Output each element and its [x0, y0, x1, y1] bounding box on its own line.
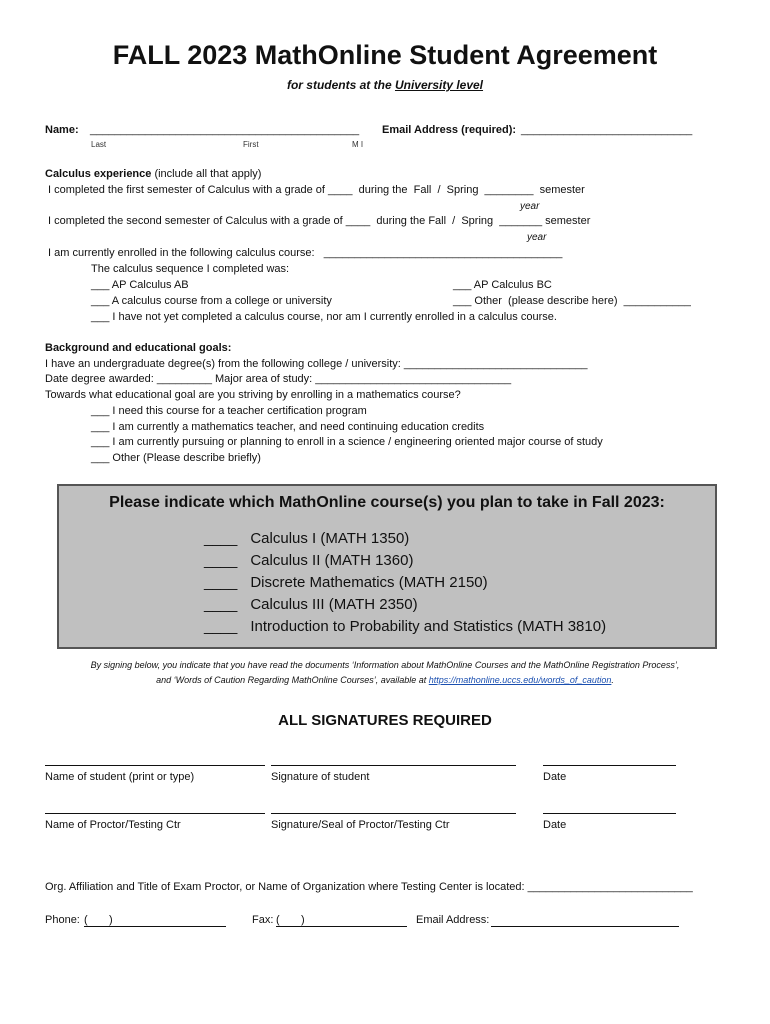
proctor-name-line[interactable] — [45, 813, 265, 814]
course-option[interactable] — [204, 618, 606, 635]
goal-question: Towards what educational goal are you striving by enrolling in a mathematics course? — [45, 389, 461, 401]
date-line-2[interactable] — [543, 813, 676, 814]
background-heading: Background and educational goals: — [45, 342, 232, 354]
year-label-2: year — [527, 232, 547, 243]
goal-option-teacher-cert[interactable]: ___ I need this course for a teacher certification program — [91, 405, 367, 417]
course-box-title: Please indicate which MathOnline course(s) you plan to take in Fall 2023: — [109, 494, 665, 511]
proctor-name-label: Name of Proctor/Testing Ctr — [45, 819, 181, 831]
course-blank[interactable]: ____ — [204, 618, 238, 635]
course-blank[interactable]: ____ — [204, 552, 238, 569]
fax-area-code[interactable]: ( ) — [276, 914, 305, 926]
words-of-caution-link[interactable]: https://mathonline.uccs.edu/words_of_caution — [428, 675, 612, 685]
option-college-course[interactable]: ___ A calculus course from a college or university — [91, 295, 332, 307]
phone-label: Phone: — [45, 914, 83, 926]
course-label: Calculus I (MATH 1350) — [250, 530, 410, 547]
date-label-2: Date — [543, 819, 567, 831]
course-option[interactable] — [204, 596, 418, 613]
student-signature-label: Signature of student — [271, 771, 370, 783]
course-option[interactable] — [204, 552, 413, 569]
course-label: Discrete Mathematics (MATH 2150) — [250, 574, 488, 591]
course-option[interactable] — [204, 530, 409, 547]
email-field[interactable]: ____________________________ — [521, 124, 693, 136]
signatures-heading: ALL SIGNATURES REQUIRED — [278, 712, 492, 729]
calculus-heading — [45, 168, 261, 180]
subtitle-text: for students at the — [286, 78, 395, 92]
proctor-signature-label: Signature/Seal of Proctor/Testing Ctr — [271, 819, 450, 831]
option-none[interactable]: ___ I have not yet completed a calculus course, nor am I currently enrolled in a calculus course. — [91, 311, 557, 323]
student-signature-line[interactable] — [271, 765, 516, 766]
phone-area-code[interactable]: ( ) — [84, 914, 113, 926]
notice-text: and ‘Words of Caution Regarding MathOnline Courses’, available at — [156, 675, 429, 685]
phone-line[interactable] — [84, 926, 226, 927]
first-sublabel: First — [243, 140, 259, 149]
sequence-label: The calculus sequence I completed was: — [91, 263, 290, 275]
degree-line[interactable]: I have an undergraduate degree(s) from the following college / university: ______________________________ — [45, 358, 588, 370]
mi-sublabel: M I — [352, 140, 364, 149]
course-selection-box — [57, 484, 717, 649]
second-semester-line[interactable]: I completed the second semester of Calculus with a grade of ____ during the Fall / Spring _______ semester — [48, 215, 591, 227]
last-sublabel: Last — [91, 140, 107, 149]
page-subtitle — [0, 78, 770, 92]
date-major-line[interactable]: Date degree awarded: _________ Major area of study: ________________________________ — [45, 373, 512, 385]
fax-label: Fax: — [252, 914, 277, 926]
goal-option-continuing-ed[interactable]: ___ I am currently a mathematics teacher, and need continuing education credits — [91, 421, 485, 433]
subtitle-underlined: University level — [394, 78, 484, 92]
date-line-1[interactable] — [543, 765, 676, 766]
org-affiliation-line[interactable]: Org. Affiliation and Title of Exam Proctor, or Name of Organization where Testing Center is located: ___________________________ — [45, 881, 693, 893]
signing-notice-line-2 — [0, 675, 770, 685]
notice-period: . — [611, 675, 614, 685]
current-course-line[interactable]: I am currently enrolled in the following calculus course: _______________________________________ — [48, 247, 563, 259]
course-option[interactable] — [204, 574, 488, 591]
course-blank[interactable]: ____ — [204, 596, 238, 613]
name-label: Name: — [45, 124, 79, 136]
page-title: FALL 2023 MathOnline Student Agreement — [112, 40, 658, 70]
first-semester-line[interactable]: I completed the first semester of Calculus with a grade of ____ during the Fall / Spring ________ semester — [48, 184, 585, 196]
option-other[interactable]: ___ Other (please describe here) ___________ — [453, 295, 691, 307]
calculus-heading-text: Calculus experience — [45, 168, 152, 180]
proctor-signature-line[interactable] — [271, 813, 516, 814]
date-label-1: Date — [543, 771, 567, 783]
year-label-1: year — [520, 201, 540, 212]
email-label: Email Address (required): — [382, 124, 517, 136]
footer-email-label: Email Address: — [416, 914, 490, 926]
goal-option-science-major[interactable]: ___ I am currently pursuing or planning to enroll in a science / engineering oriented major course of study — [91, 436, 603, 448]
student-name-line[interactable] — [45, 765, 265, 766]
goal-option-other[interactable]: ___ Other (Please describe briefly) — [91, 452, 261, 464]
course-blank[interactable]: ____ — [204, 530, 238, 547]
signing-notice-line-1: By signing below, you indicate that you have read the documents ‘Information about MathOnline Courses and the MathOnline Registration Process’, — [90, 660, 680, 670]
course-label: Calculus II (MATH 1360) — [250, 552, 414, 569]
course-label: Calculus III (MATH 2350) — [250, 596, 418, 613]
calculus-heading-note: (include all that apply) — [151, 168, 262, 180]
name-field[interactable]: ____________________________________________ — [90, 124, 360, 136]
option-ap-ab[interactable]: ___ AP Calculus AB — [91, 279, 189, 291]
course-label: Introduction to Probability and Statistics (MATH 3810) — [250, 618, 607, 635]
student-name-label: Name of student (print or type) — [45, 771, 195, 783]
fax-line[interactable] — [276, 926, 407, 927]
footer-email-line[interactable] — [491, 926, 679, 927]
course-blank[interactable]: ____ — [204, 574, 238, 591]
option-ap-bc[interactable]: ___ AP Calculus BC — [453, 279, 552, 291]
